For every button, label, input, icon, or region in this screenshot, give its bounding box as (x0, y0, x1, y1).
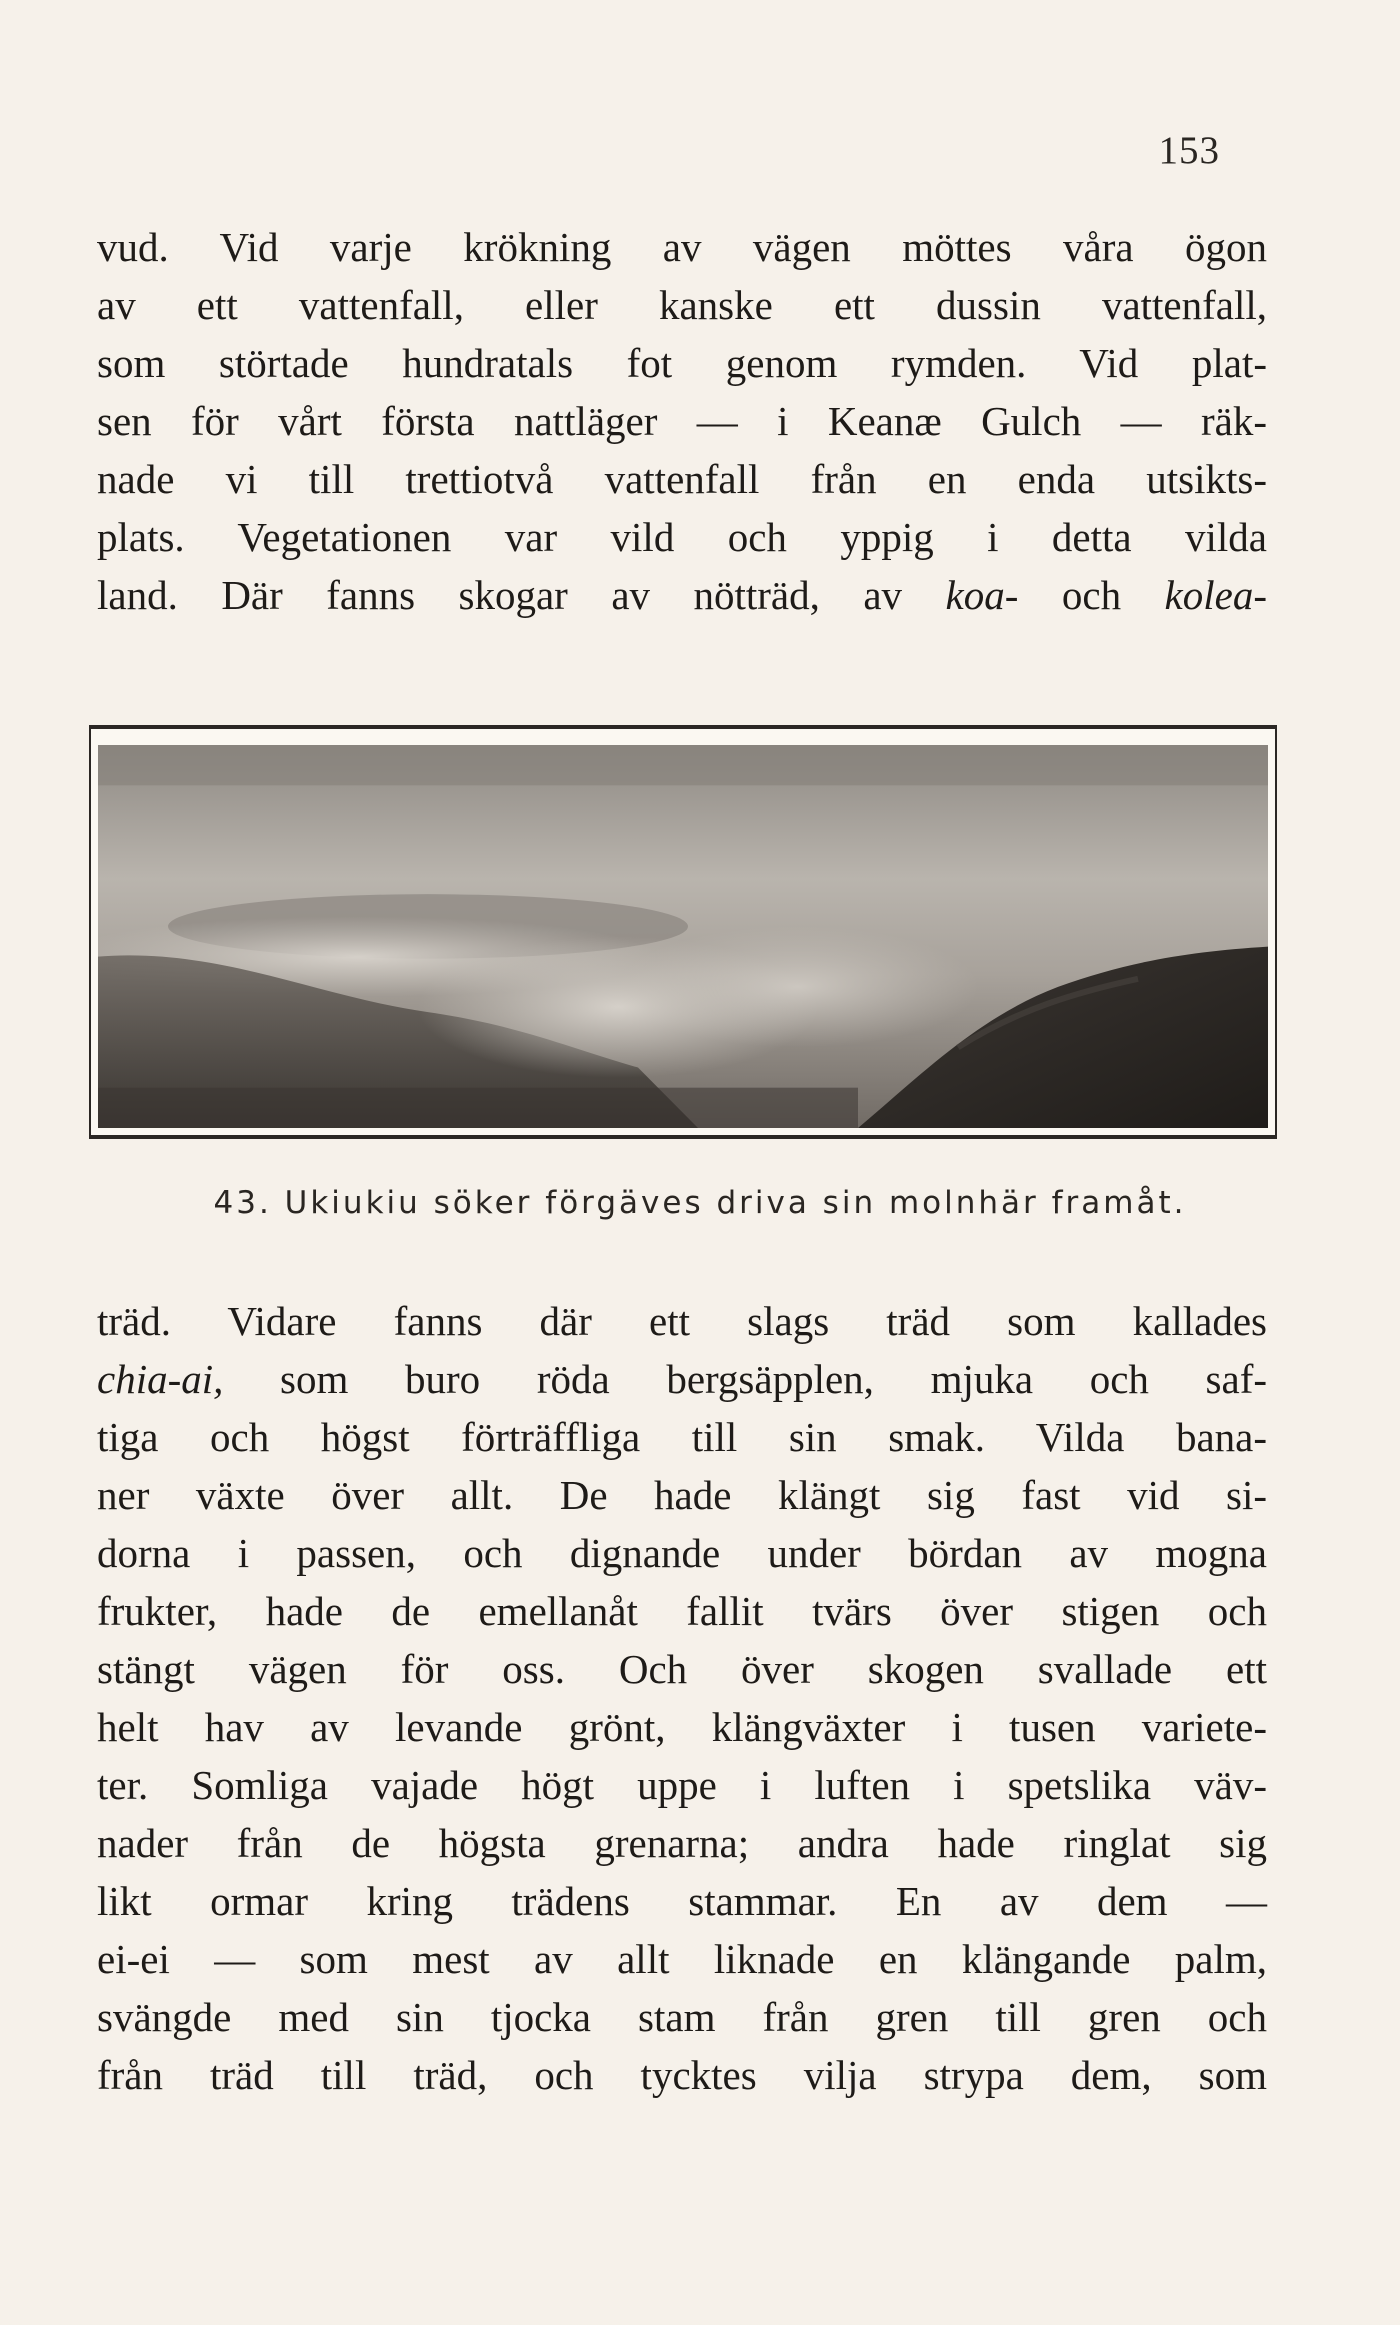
text-line: dorna i passen, och dignande under bördan av mogna (97, 1530, 1267, 1576)
text-segment: och (1018, 572, 1165, 618)
text-segment: land. Där fanns skogar av nötträd, av (97, 572, 946, 618)
text-line: nader från de högsta grenarna; andra hade ringlat sig (97, 1820, 1267, 1866)
text-line: vud. Vid varje krökning av vägen möttes våra ögon (97, 224, 1267, 270)
text-line: ner växte över allt. De hade klängt sig fast vid si- (97, 1472, 1267, 1518)
text-line: svängde med sin tjocka stam från gren till gren och (97, 1994, 1267, 2040)
text-line: sen för vårt första nattläger — i Keanæ Gulch — räk- (97, 398, 1267, 444)
text-line: plats. Vegetationen var vild och yppig i detta vilda (97, 514, 1267, 560)
italic-term: chia-ai, (97, 1356, 224, 1402)
text-line: tiga och högst förträffliga till sin smak. Vilda bana- (97, 1414, 1267, 1460)
text-line: helt hav av levande grönt, klängväxter i tusen variete- (97, 1704, 1267, 1750)
text-line: ei-ei — som mest av allt liknade en klängande palm, (97, 1936, 1267, 1982)
cloud-mountain-photo-image (98, 745, 1268, 1128)
landscape-photo (98, 745, 1268, 1128)
text-line: frukter, hade de emellanåt fallit tvärs över stigen och (97, 1588, 1267, 1634)
italic-term: kolea- (1164, 572, 1267, 618)
text-line: ter. Somliga vajade högt uppe i luften i spetslika väv- (97, 1762, 1267, 1808)
text-line: nade vi till trettiotvå vattenfall från en enda utsikts- (97, 456, 1267, 502)
text-line: träd. Vidare fanns där ett slags träd som kallades (97, 1298, 1267, 1344)
body-text-bottom (97, 1292, 1267, 2104)
italic-term: koa- (945, 572, 1019, 618)
text-line (97, 1350, 1267, 1408)
page-number: 153 (1158, 129, 1220, 172)
text-segment: som buro röda bergsäpplen, mjuka och saf- (223, 1356, 1267, 1402)
text-line: stängt vägen för oss. Och över skogen svallade ett (97, 1646, 1267, 1692)
text-line: av ett vattenfall, eller kanske ett dussin vattenfall, (97, 282, 1267, 328)
text-line: som störtade hundratals fot genom rymden. Vid plat- (97, 340, 1267, 386)
figure-caption: 43. Ukiukiu söker förgäves driva sin molnhär framåt. (213, 1185, 1187, 1221)
figure-frame (89, 725, 1277, 1139)
text-line (97, 566, 1267, 624)
body-text-top (97, 218, 1267, 624)
text-line: likt ormar kring trädens stammar. En av dem — (97, 1878, 1267, 1924)
text-line: från träd till träd, och tycktes vilja strypa dem, som (97, 2052, 1267, 2098)
